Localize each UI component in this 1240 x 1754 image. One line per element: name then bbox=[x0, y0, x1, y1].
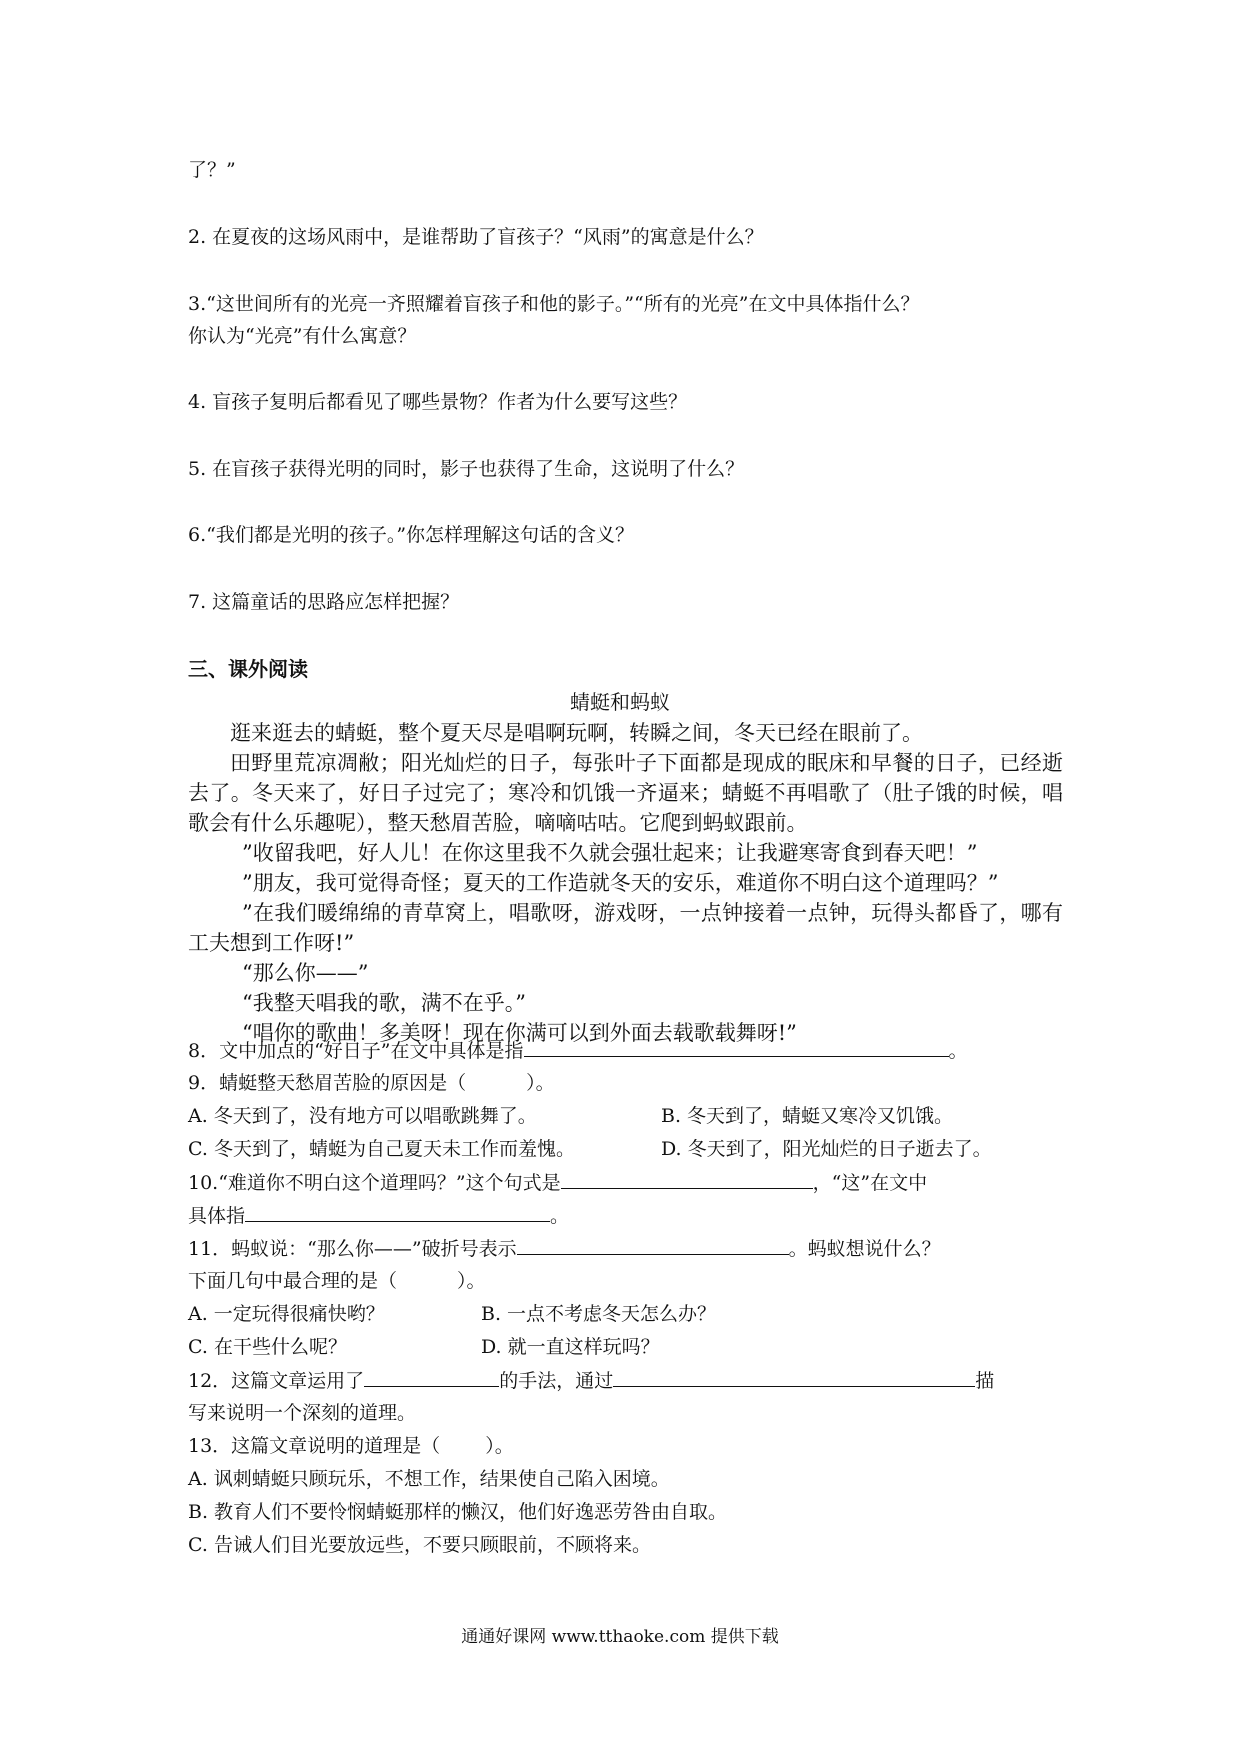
q13-end: ）。 bbox=[485, 1435, 514, 1457]
question-11 bbox=[188, 1232, 1068, 1265]
story-paragraph: 田野里荒凉凋敝；阳光灿烂的日子，每张叶子下面都是现成的眠床和早餐的日子，已经逝去了。冬天来了，好日子过完了；寒冷和饥饿一齐逼来；蜻蜓不再唱歌了（肚子饿的时候，唱歌会有什么乐趣呢），整天愁眉苦脸，嘀嘀咕咕。它爬到蚂蚁跟前。 bbox=[188, 751, 1063, 835]
q9-text: 9．蜻蜓整天愁眉苦脸的原因是（ bbox=[188, 1072, 467, 1094]
q11-mid: 。蚂蚁想说什么？ bbox=[788, 1238, 941, 1260]
q11-option-a[interactable]: A. 一定玩得很痛快哟？ bbox=[188, 1303, 385, 1325]
q9-option-b[interactable]: B. 冬天到了，蜻蜓又寒冷又饥饿。 bbox=[661, 1105, 954, 1127]
question-12-line2 bbox=[188, 1397, 1068, 1430]
section-title: 三、课外阅读 bbox=[188, 657, 308, 681]
q10-end: 。 bbox=[550, 1205, 570, 1227]
question-9 bbox=[188, 1067, 1068, 1100]
q12-answer-blank-1[interactable] bbox=[364, 1364, 499, 1387]
q13-option-c[interactable]: C. 告诫人们目光要放远些，不要只顾眼前，不顾将来。 bbox=[188, 1534, 651, 1556]
question-10 bbox=[188, 1166, 1068, 1199]
story-paragraph: “我整天唱我的歌，满不在乎。” bbox=[242, 991, 526, 1015]
q1-tail: 了？” bbox=[188, 159, 236, 181]
question-12 bbox=[188, 1364, 1068, 1397]
questions-block bbox=[188, 1034, 1068, 1562]
q13-option-b[interactable]: B. 教育人们不要怜悯蜻蜓那样的懒汉，他们好逸恶劳咎由自取。 bbox=[188, 1501, 728, 1523]
q11-answer-blank[interactable] bbox=[517, 1232, 789, 1255]
question-2: 2. 在夏夜的这场风雨中，是谁帮助了盲孩子？“风雨”的寓意是什么？ bbox=[188, 226, 764, 248]
q10-answer-blank-1[interactable] bbox=[561, 1166, 813, 1189]
question-3-line2: 你认为“光亮”有什么寓意？ bbox=[188, 325, 417, 347]
footer-credit: 通通好课网 www.tthaoke.com 提供下载 bbox=[461, 1627, 779, 1647]
q10-line2: 具体指 bbox=[188, 1205, 246, 1227]
q8-end: 。 bbox=[948, 1040, 968, 1062]
q8-answer-blank[interactable] bbox=[524, 1034, 949, 1057]
q12-line2: 写来说明一个深刻的道理。 bbox=[188, 1402, 417, 1424]
q11-option-d[interactable]: D. 就一直这样玩吗？ bbox=[481, 1336, 660, 1358]
story-paragraph: ”在我们暖绵绵的青草窝上，唱歌呀，游戏呀，一点钟接着一点钟，玩得头都昏了，哪有工夫想到工作呀!” bbox=[188, 901, 1063, 955]
q12-end: 描 bbox=[975, 1370, 995, 1392]
q12-mid: 的手法，通过 bbox=[499, 1370, 614, 1392]
story-paragraph: “那么你——” bbox=[242, 961, 369, 985]
q10-mid: ，“这”在文中 bbox=[812, 1172, 928, 1194]
q11-line2: 下面几句中最合理的是（ bbox=[188, 1270, 398, 1292]
story-paragraph: 逛来逛去的蜻蜓，整个夏天尽是唱啊玩啊，转瞬之间，冬天已经在眼前了。 bbox=[230, 721, 923, 745]
q9-option-a[interactable]: A. 冬天到了，没有地方可以唱歌跳舞了。 bbox=[188, 1105, 537, 1127]
question-6: 6.“我们都是光明的孩子。”你怎样理解这句话的含义？ bbox=[188, 524, 635, 546]
story-paragraph: ”朋友，我可觉得奇怪；夏天的工作造就冬天的安乐，难道你不明白这个道理吗？” bbox=[242, 871, 999, 895]
question-4: 4. 盲孩子复明后都看见了哪些景物？作者为什么要写这些？ bbox=[188, 391, 688, 413]
q11-option-b[interactable]: B. 一点不考虑冬天怎么办？ bbox=[481, 1303, 717, 1325]
q9-option-c[interactable]: C. 冬天到了，蜻蜓为自己夏天未工作而羞愧。 bbox=[188, 1138, 575, 1160]
story-paragraph: ”收留我吧，好人儿！在你这里我不久就会强壮起来；让我避寒寄食到春天吧！” bbox=[242, 841, 978, 865]
article-title: 蜻蜓和蚂蚁 bbox=[570, 690, 670, 714]
q9-end: ）。 bbox=[526, 1072, 555, 1094]
question-8 bbox=[188, 1034, 1068, 1067]
question-11-line2 bbox=[188, 1265, 1068, 1298]
q13-option-a[interactable]: A. 讽刺蜻蜓只顾玩乐，不想工作，结果使自己陷入困境。 bbox=[188, 1468, 670, 1490]
question-7: 7. 这篇童话的思路应怎样把握？ bbox=[188, 591, 460, 613]
question-13 bbox=[188, 1430, 1068, 1463]
question-10-line2 bbox=[188, 1199, 1068, 1232]
q9-options-cd bbox=[188, 1133, 1068, 1166]
q8-text: 8．文中加点的“好日子”在文中具体是指 bbox=[188, 1040, 524, 1062]
question-3-line1: 3.“这世间所有的光亮一齐照耀着盲孩子和他的影子。”“所有的光亮”在文中具体指什么？ bbox=[188, 293, 920, 315]
q11-option-c[interactable]: C. 在干些什么呢？ bbox=[188, 1336, 347, 1358]
story-paragraph: “唱你的歌曲！多美呀！现在你满可以到外面去载歌载舞呀!” bbox=[242, 1021, 797, 1045]
q10-text: 10.“难道你不明白这个道理吗？”这个句式是 bbox=[188, 1172, 561, 1194]
q9-options-ab bbox=[188, 1100, 1068, 1133]
q9-option-d[interactable]: D. 冬天到了，阳光灿烂的日子逝去了。 bbox=[661, 1138, 992, 1160]
story-text bbox=[188, 718, 1063, 1048]
q11-end: ）。 bbox=[457, 1270, 486, 1292]
q11-options-cd bbox=[188, 1331, 1068, 1364]
q11-text: 11．蚂蚁说：“那么你——”破折号表示 bbox=[188, 1238, 517, 1260]
question-5: 5. 在盲孩子获得光明的同时，影子也获得了生命，这说明了什么？ bbox=[188, 458, 745, 480]
q10-answer-blank-2[interactable] bbox=[245, 1199, 550, 1222]
q13-text: 13．这篇文章说明的道理是（ bbox=[188, 1435, 441, 1457]
q12-answer-blank-2[interactable] bbox=[613, 1364, 975, 1387]
q12-text: 12．这篇文章运用了 bbox=[188, 1370, 365, 1392]
q11-options-ab bbox=[188, 1298, 1068, 1331]
